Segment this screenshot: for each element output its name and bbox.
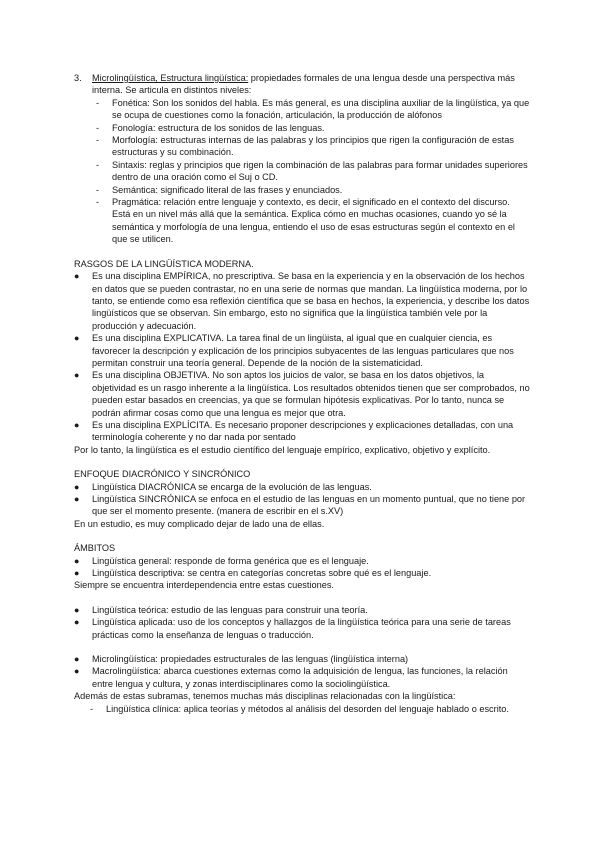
list-item	[74, 653, 530, 665]
level-text: Sintaxis: reglas y principios que rigen la combinación de las palabras para formar unidades superiores dentro de una oración como el Suj o CD.	[112, 159, 528, 183]
item-number: 3.	[74, 73, 82, 83]
list-item	[74, 567, 530, 579]
ambito-text: Lingüística teórica: estudio de las lenguas para construir una teoría.	[92, 604, 368, 615]
rasgo-text: Es una disciplina EXPLÍCITA. Es necesario proponer descripciones y explicaciones detalladas, con una terminología coherente y no dar nada por sentado	[92, 419, 514, 443]
discipline-text: Lingüística clínica: aplica teorías y métodos al análisis del desorden del lenguaje hablado o escrito.	[106, 703, 509, 714]
dash-marker: -	[96, 184, 100, 195]
list-item	[92, 122, 530, 134]
list-item	[74, 493, 530, 518]
dash-marker: -	[96, 97, 100, 108]
levels-list	[92, 97, 530, 246]
rasgo-text: Es una disciplina OBJETIVA. No son aptos los juicios de valor, se basa en los datos objetivos, la objetividad es un rasgo inherente a la lingüística. Los resultados obtenidos tienen que ser comprobados, no pueden estar basados en creencias, ya que se formulan hipótesis explicativas. Por lo tanto, nunca se podrán afirmar cosas como que una lengua es mejor que otra.	[92, 370, 530, 418]
list-item	[74, 604, 530, 616]
ambitos-section	[74, 542, 530, 715]
bullet-icon: ●	[74, 370, 80, 381]
bullet-icon: ●	[74, 419, 80, 430]
ambito-text: Lingüística descriptiva: se centra en categorías concretas sobre qué es el lenguaje.	[92, 568, 432, 579]
bullet-icon: ●	[74, 555, 80, 566]
bullet-icon: ●	[74, 617, 80, 628]
list-item	[74, 481, 530, 493]
bullet-icon: ●	[74, 333, 80, 344]
rasgos-list	[74, 270, 530, 444]
list-item	[74, 616, 530, 641]
bullet-icon: ●	[74, 666, 80, 677]
list-item	[74, 665, 530, 690]
list-item	[74, 369, 530, 419]
list-item	[92, 196, 530, 246]
enfoque-text: Lingüística SINCRÓNICA se enfoca en el estudio de las lenguas en un momento puntual, que no tiene por que ser el momento presente. (manera de escribir en el s.XV)	[92, 494, 526, 517]
list-item	[74, 555, 530, 567]
rasgo-text: Es una disciplina EMPÍRICA, no prescriptiva. Se basa en la experiencia y en la observación de los hechos en datos que se pueden contrastar, no en una serie de normas que mandan. La lingüística moderna, por lo tanto, se entiende como esa reflexión científica que se basa en hechos, la experiencia, y describe los datos lingüísticos que se observan. Sin embargo, esto no significa que la lingüística también vele por la producción y adecuación.	[92, 271, 530, 331]
bullet-icon: ●	[74, 481, 80, 492]
dash-marker: -	[96, 197, 100, 208]
list-item	[92, 184, 530, 196]
level-text: Fonología: estructura de los sonidos de las lenguas.	[112, 122, 325, 133]
level-text: Pragmática: relación entre lenguaje y contexto, es decir, el significado en el contexto del discurso. Está en un nivel más allá que la semántica. Explica cómo en muchas ocasiones, cuando yo sé la semántica y morfología de una lengua, entiendo el uso de esas estructuras según el contexto en el que se utilicen.	[112, 197, 515, 245]
ambito-text: Microlingüística: propiedades estructurales de las lenguas (lingüística interna)	[92, 654, 409, 665]
level-text: Morfología: estructuras internas de las palabras y los principios que rigen la configuración de estas estructuras y su combinación.	[112, 135, 514, 158]
disciplines-list	[86, 703, 530, 715]
rasgos-conclusion: Por lo tanto, la lingüística es el estudio científico del lenguaje empírico, explicativo, objetivo y explícito.	[74, 444, 491, 455]
list-item	[74, 419, 530, 444]
bullet-icon: ●	[74, 494, 80, 504]
dash-marker: -	[96, 122, 100, 133]
list-item	[92, 134, 530, 159]
micro-section	[74, 72, 530, 97]
ambito-text: Lingüística aplicada: uso de los conceptos y hallazgos de la lingüística teórica para una serie de tareas prácticas como la enseñanza de lenguas o traducción.	[92, 617, 511, 640]
micro-intro-text: propiedades formales de una lengua desde una perspectiva más interna. Se articula en distintos niveles:	[92, 73, 515, 96]
section-title: RASGOS DE LA LINGÜÍSTICA MODERNA.	[74, 258, 254, 269]
list-item	[92, 97, 530, 122]
enfoque-note: En un estudio, es muy complicado dejar de lado una de ellas.	[74, 518, 325, 529]
micro-heading: Microlingüística, Estructura lingüística:	[92, 73, 249, 83]
spacer	[74, 641, 530, 653]
enfoque-section	[74, 468, 530, 530]
dash-marker: -	[90, 703, 94, 714]
level-text: Fonética: Son los sonidos del habla. Es más general, es una disciplina auxiliar de la lingüística, ya que se ocupa de cuestiones como la fonación, articulación, la producción de alófonos	[112, 97, 530, 121]
level-text: Semántica: significado literal de las frases y enunciados.	[112, 184, 343, 195]
ambitos-list-micro	[74, 653, 530, 690]
ambito-text: Macrolingüística: abarca cuestiones externas como la adquisición de lengua, las funciones, la relación entre lengua y cultura, y zonas interdisciplinares como la sociolingüística.	[92, 666, 508, 689]
enfoque-list	[74, 481, 530, 518]
spacer	[74, 592, 530, 604]
list-item	[92, 159, 530, 184]
list-item	[86, 703, 530, 715]
section-title: ENFOQUE DIACRÓNICO Y SINCRÓNICO	[74, 469, 251, 480]
ambitos-note: Además de estas subramas, tenemos muchas más disciplinas relacionadas con la lingüística:	[74, 691, 456, 702]
enfoque-text: Lingüística DIACRÓNICA se encarga de la evolución de las lenguas.	[92, 481, 372, 492]
list-item	[74, 270, 530, 332]
ambito-text: Lingüística general: responde de forma genérica que es el lenguaje.	[92, 555, 369, 566]
rasgo-text: Es una disciplina EXPLICATIVA. La tarea final de un lingüista, al igual que en cualquier ciencia, es favorecer la descripción y explicación de los principios subyacentes de las lenguas particulares que nos permitan construir una teoría general. Depende de la noción de la sistematicidad.	[92, 333, 514, 368]
dash-marker: -	[96, 135, 100, 146]
rasgos-section	[74, 258, 530, 457]
list-item	[74, 332, 530, 369]
micro-intro	[92, 72, 530, 97]
section-title: ÁMBITOS	[74, 543, 116, 554]
ambitos-note: Siempre se encuentra interdependencia entre estas cuestiones.	[74, 580, 334, 591]
dash-marker: -	[96, 159, 100, 170]
ambitos-list-general	[74, 555, 530, 580]
bullet-icon: ●	[74, 271, 80, 282]
bullet-icon: ●	[74, 654, 80, 665]
bullet-icon: ●	[74, 568, 80, 579]
bullet-icon: ●	[74, 604, 80, 615]
ambitos-list-teorica	[74, 604, 530, 641]
